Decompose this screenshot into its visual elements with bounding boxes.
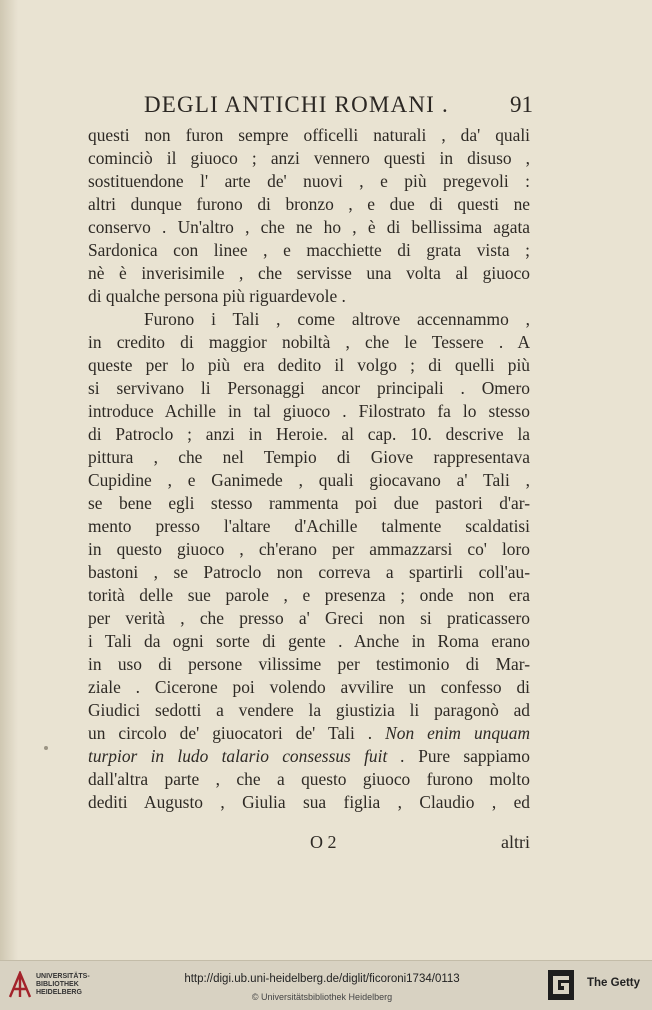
text-line (88, 446, 530, 469)
line-text: dediti Augusto , Giulia sua figlia , Claudio , ed (88, 792, 530, 812)
line-text: questi non furon sempre officelli naturali , da' quali (88, 125, 530, 145)
line-text: ziale . Cicerone poi volendo avvilire un confesso di (88, 677, 530, 697)
text-line (88, 331, 530, 354)
text-line (88, 170, 530, 193)
line-text: Furono i Tali , come altrove accennammo , (144, 309, 530, 329)
line-text: altri dunque furono di bronzo , e due di questi ne (88, 194, 530, 214)
text-line (88, 354, 530, 377)
text-line (88, 768, 530, 791)
line-text: sostituendone l' arte de' nuovi , e più pregevoli : (88, 171, 530, 191)
line-tail: Pure sappiamo (418, 746, 530, 766)
line-text: di qualche persona più riguardevole . (88, 286, 346, 306)
margin-dot (44, 746, 48, 750)
getty-logo-icon[interactable] (548, 970, 574, 1000)
text-line (88, 699, 530, 722)
line-text: si servivano li Personaggi ancor principali . Omero (88, 378, 530, 398)
text-line (88, 561, 530, 584)
text-line (88, 630, 530, 653)
line-text: in questo giuoco , ch'erano per ammazzarsi co' loro (88, 539, 530, 559)
line-text: di Patroclo ; anzi in Heroie. al cap. 10. descrive la (88, 424, 530, 444)
running-title: DEGLI ANTICHI ROMANI . (144, 92, 449, 117)
text-line (88, 193, 530, 216)
text-line (88, 124, 530, 147)
line-text: bastoni , se Patroclo non correva a spartirli coll'au- (88, 562, 530, 582)
signature-mark: O 2 (310, 832, 337, 852)
text-line (88, 216, 530, 239)
line-text: dall'altra parte , che a questo giuoco furono molto (88, 769, 530, 789)
text-line (88, 308, 530, 331)
heidelberg-logo-icon (8, 971, 32, 999)
text-line (88, 400, 530, 423)
line-text: i Tali da ogni sorte di gente . Anche in Roma erano (88, 631, 530, 651)
getty-label[interactable]: The Getty (587, 977, 641, 989)
line-text: pittura , che nel Tempio di Giove rappresentava (88, 447, 530, 467)
line-text: torità delle sue parole , e presenza ; onde non era (88, 585, 530, 605)
permalink-url[interactable]: http://digi.ub.uni-heidelberg.de/diglit/ficoroni1734/0113 (184, 973, 460, 985)
text-line (88, 423, 530, 446)
text-line (88, 722, 530, 745)
italic-quote: turpior in ludo talario consessus fuit . (88, 746, 405, 766)
line-text: in credito di maggior nobiltà , che le Tessere . A (88, 332, 530, 352)
text-line (88, 745, 530, 768)
text-line (88, 239, 530, 262)
text-line (88, 285, 530, 308)
line-text: conservo . Un'altro , che ne ho , è di bellissima agata (88, 217, 530, 237)
logo-text (36, 973, 116, 997)
page-footer (310, 832, 530, 855)
line-text: Cupidine , e Ganimede , quali giocavano a' Tali , (88, 470, 530, 490)
text-line (88, 791, 530, 814)
line-text: queste per lo più era dedito il volgo ; di quelli più (88, 355, 530, 375)
italic-quote: Non enim unquam (385, 723, 530, 743)
line-text: in uso di persone vilissime per testimonio di Mar- (88, 654, 530, 674)
text-line (88, 676, 530, 699)
line-text: nè è inverisimile , che servisse una volta al giuoco (88, 263, 530, 283)
text-line (88, 262, 530, 285)
catchword: altri (501, 832, 530, 852)
logo-line: UNIVERSITÄTS- (36, 973, 90, 980)
text-line (88, 515, 530, 538)
text-line (88, 147, 530, 170)
text-line (88, 653, 530, 676)
line-text: per verità , che presso a' Greci non si praticassero (88, 608, 530, 628)
text-line (88, 469, 530, 492)
page-header (144, 92, 544, 120)
heidelberg-library-logo[interactable] (8, 969, 118, 1001)
viewer-footer-bar (0, 960, 652, 1010)
body-text (88, 124, 530, 814)
page-number: 91 (510, 92, 533, 117)
text-line (88, 538, 530, 561)
line-text: introduce Achille in tal giuoco . Filostrato fa lo stesso (88, 401, 530, 421)
text-line (88, 377, 530, 400)
line-text: Sardonica con linee , e macchiette di grata vista ; (88, 240, 530, 260)
line-text: Giudici sedotti a vendere la giustizia li paragonò ad (88, 700, 530, 720)
logo-line: HEIDELBERG (36, 989, 82, 996)
line-text: un circolo de' giuocatori de' Tali . (88, 723, 373, 743)
text-line (88, 584, 530, 607)
text-line (88, 607, 530, 630)
text-line (88, 492, 530, 515)
line-text: mento presso l'altare d'Achille talmente scaldatisi (88, 516, 530, 536)
line-text: cominciò il giuoco ; anzi vennero questi in disuso , (88, 148, 530, 168)
logo-line: BIBLIOTHEK (36, 981, 79, 988)
line-text: se bene egli stesso rammenta poi due pastori d'ar- (88, 493, 530, 513)
copyright-notice: © Universitätsbibliothek Heidelberg (251, 992, 393, 1002)
